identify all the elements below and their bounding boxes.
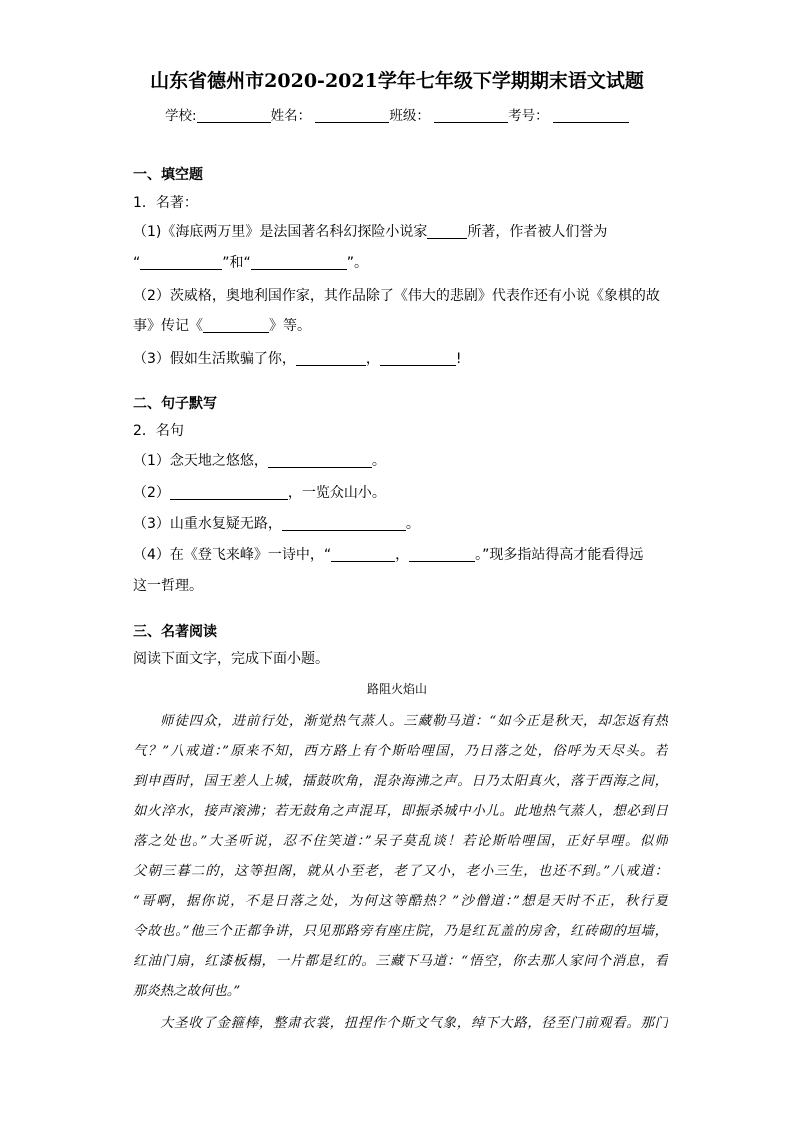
question-2-part-2: （2） ，一览众山小。	[133, 485, 386, 501]
section-heading-fill-in: 一、填空题	[133, 167, 203, 183]
answer-blank[interactable]	[268, 453, 372, 468]
answer-blank[interactable]	[331, 547, 395, 562]
section-heading-reading: 三、名著阅读	[133, 624, 217, 640]
question-2-part-3: （3）山重水复疑无路， 。	[133, 516, 420, 532]
question-1-part-2-cont: 事》传记《 》等。	[133, 318, 311, 334]
passage-line: 师徒四众，进前行处，渐觉热气蒸人。三藏勒马道：“如今正是秋天，却怎返有热	[160, 714, 668, 729]
passage-line: 大圣收了金箍棒，整肃衣裳，扭捏作个斯文气象，绰下大路，径至门前观看。那门	[160, 1016, 668, 1031]
passage-line: 落之处也。”大圣听说，忍不住笑道：”呆子莫乱谈！若论斯哈哩国，正好早哩。似师	[133, 834, 668, 849]
passage-line: 如火淬水，接声滚沸；若无鼓角之声混耳，即振杀城中小儿。此地热气蒸人，想必到日	[133, 804, 668, 819]
answer-blank[interactable]	[296, 351, 366, 366]
class-label: 班级：	[389, 108, 430, 124]
question-1-part-1: （1)《海底两万里》是法国著名科幻探险小说家 所著，作者被人们誉为	[133, 224, 608, 240]
school-label: 学校:	[165, 108, 197, 124]
question-2-part-1: （1）念天地之悠悠， 。	[133, 453, 386, 469]
passage-line: 到申酉时，国王差人上城，擂鼓吹角，混杂海沸之声。日乃太阳真火，落于西海之间，	[133, 774, 668, 789]
school-blank[interactable]	[197, 108, 271, 123]
passage-line: 红油门扇，红漆板榻，一片都是红的。三藏下马道：“悟空，你去那人家问个消息，看	[133, 954, 668, 969]
answer-blank[interactable]	[380, 351, 456, 366]
answer-blank[interactable]	[140, 255, 222, 270]
passage-title: 路阻火焰山	[366, 682, 427, 696]
answer-blank[interactable]	[203, 318, 269, 333]
answer-blank[interactable]	[251, 255, 347, 270]
question-1-part-3: （3）假如生活欺骗了你， ， !	[133, 351, 462, 367]
passage-line: 令故也。”他三个正都争讲，只见那路旁有座庄院，乃是红瓦盖的房舍，红砖砌的垣墙，	[133, 924, 668, 939]
number-label: 考号：	[508, 108, 549, 124]
name-label: 姓名：	[270, 108, 312, 124]
student-info-line	[0, 104, 794, 124]
passage-line: 气？”八戒道：”原来不知，西方路上有个斯哈哩国，乃日落之处，俗呼为天尽头。若	[133, 744, 668, 759]
passage-line: 父朝三暮二的，这等担阁，就从小至老，老了又小，老小三生，也还不到。”八戒道：	[133, 864, 668, 879]
number-blank[interactable]	[553, 108, 629, 123]
passage-line: “哥啊，据你说，不是日落之处，为何这等酷热？”沙僧道：”想是天时不正，秋行夏	[133, 894, 668, 909]
question-2-part-4: （4）在《登飞来峰》一诗中，“ ， 。”现多指站得高才能看得远	[133, 547, 644, 563]
answer-blank[interactable]	[282, 516, 406, 531]
passage-line: 那炎热之故何也。”	[133, 984, 241, 999]
question-2-label: 2．名句	[133, 423, 184, 439]
reading-instructions: 阅读下面文字，完成下面小题。	[133, 651, 329, 667]
question-1-part-1-cont: “ ”和“ ”。	[133, 255, 369, 271]
document-title: 山东省德州市2020-2021学年七年级下学期期末语文试题	[150, 70, 644, 92]
question-1-part-2: （2）茨威格，奥地利国作家，其作品除了《伟大的悲剧》代表作还有小说《象棋的故	[133, 288, 660, 304]
answer-blank[interactable]	[427, 224, 467, 239]
question-2-part-4-cont: 这一哲理。	[133, 578, 203, 594]
answer-blank[interactable]	[170, 485, 288, 500]
name-blank[interactable]	[315, 108, 389, 123]
question-1-label: 1．名著：	[133, 195, 198, 211]
answer-blank[interactable]	[409, 547, 475, 562]
section-heading-dictation: 二、句子默写	[133, 396, 217, 412]
class-blank[interactable]	[434, 108, 508, 123]
